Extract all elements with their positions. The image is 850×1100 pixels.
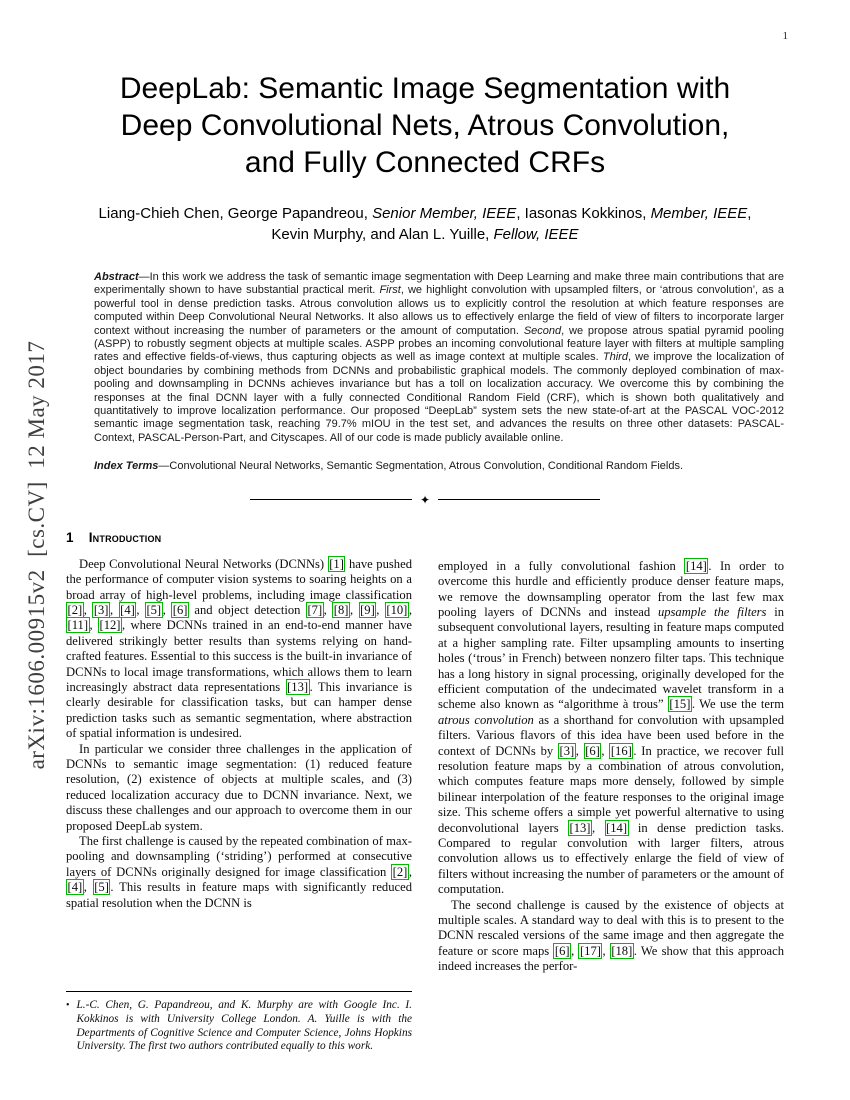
author-line: Kevin Murphy, and Alan L. Yuille, Fellow, IEEE	[271, 226, 579, 243]
section-divider	[250, 494, 600, 506]
left-column	[66, 530, 412, 1054]
citation-link[interactable]: [16]	[610, 743, 632, 758]
two-column-body	[66, 530, 784, 1054]
citation-link[interactable]: [15]	[669, 697, 691, 712]
arxiv-watermark: arXiv:1606.00915v2 [cs.CV] 12 May 2017	[24, 340, 49, 770]
section-number: 1	[66, 529, 74, 545]
section-title: Introduction	[88, 529, 162, 545]
citation-link[interactable]: [13]	[569, 820, 591, 835]
footnote-bullet: •	[66, 1000, 70, 1012]
page-number: 1	[782, 30, 788, 42]
index-terms-label: Index Terms	[94, 460, 159, 473]
diamond-icon: ✦	[419, 492, 431, 507]
right-column	[438, 530, 784, 1054]
footnote-body	[66, 999, 412, 1053]
author-list	[66, 203, 784, 245]
abstract-text: —In this work we address the task of semantic image segmentation with Deep Learning and make three main contributions that are experimentally shown to have substantial practical merit. First, we highlight convolution with upsampled filters, or ‘atrous convolution’, as a powerful tool in dense prediction tasks. Atrous convolution allows us to explicitly control the resolution at which feature responses are computed within Deep Convolutional Neural Networks. It also allows us to effectively enlarge the field of view of filters to incorporate larger context without increasing the number of parameters or the amount of computation. Second, we propose atrous spatial pyramid pooling (ASPP) to robustly segment objects at multiple scales. ASPP probes an incoming convolutional feature layer with filters at multiple sampling rates and effective fields-of-views, thus capturing objects as well as image context at multiple scales. Third, we improve the localization of object boundaries by combining methods from DCNNs and probabilistic graphical models. The commonly deployed combination of max-pooling and downsampling in DCNNs achieves invariance but has a toll on localization accuracy. We overcome this by combining the responses at the final DCNN layer with a fully connected Conditional Random Field (CRF), which is shown both qualitatively and quantitatively to improve localization performance. Our proposed “DeepLab” system sets the new state-of-art at the PASCAL VOC-2012 semantic image segmentation task, reaching 79.7% mIOU in the test set, and advances the results on three other datasets: PASCAL-Context, PASCAL-Person-Part, and Cityscapes. All of our code is made publicly available online.	[94, 271, 784, 444]
citation-link[interactable]: [3]	[93, 602, 109, 617]
citation-link[interactable]: [6]	[585, 743, 600, 758]
paper-title-line: and Fully Connected CRFs	[244, 146, 606, 179]
author-line: Liang-Chieh Chen, George Papandreou, Senior Member, IEEE, Iasonas Kokkinos, Member, IEEE,	[98, 205, 752, 222]
citation-link[interactable]: [4]	[67, 880, 83, 895]
citation-link[interactable]: [10]	[386, 602, 408, 617]
index-terms	[94, 460, 784, 473]
citation-link[interactable]: [5]	[146, 602, 162, 617]
citation-link[interactable]: [6]	[172, 602, 188, 617]
citation-link[interactable]: [14]	[685, 558, 707, 573]
citation-link[interactable]: [13]	[287, 679, 309, 694]
citation-link[interactable]: [3]	[559, 743, 575, 758]
citation-link[interactable]: [14]	[606, 820, 628, 835]
citation-link[interactable]: [4]	[120, 602, 135, 617]
citation-link[interactable]: [1]	[329, 556, 344, 571]
citation-link[interactable]: [9]	[360, 602, 375, 617]
footnote-text: L.-C. Chen, G. Papandreou, and K. Murphy are with Google Inc. I. Kokkinos is with University College London. A. Yuille is with the Departments of Cognitive Science and Computer Science, Johns Hopkins University. The first two authors contributed equally to this work.	[76, 999, 412, 1053]
citation-link[interactable]: [11]	[67, 618, 89, 633]
citation-link[interactable]: [8]	[333, 602, 349, 617]
author-footnote	[66, 991, 412, 1053]
citation-link[interactable]: [2]	[67, 602, 83, 617]
citation-link[interactable]: [5]	[94, 880, 109, 895]
citation-link[interactable]: [6]	[554, 943, 570, 958]
citation-link[interactable]: [7]	[307, 602, 323, 617]
citation-link[interactable]: [17]	[579, 943, 601, 958]
paper-title	[66, 70, 784, 181]
footnote-rule	[66, 991, 412, 992]
abstract	[94, 271, 784, 445]
body-paragraph: In particular we consider three challenges in the application of DCNNs to semantic image segmentation: (1) reduced feature resolution, (2) existence of objects at multiple scales, and (3) reduced localization accuracy due to DCNN invariance. Next, we discuss these challenges and our approach to overcome them in our proposed DeepLab system.	[66, 741, 412, 833]
section-heading-introduction	[66, 530, 412, 545]
index-terms-text: —Convolutional Neural Networks, Semantic Segmentation, Atrous Convolution, Conditional Random Fields.	[158, 460, 684, 473]
body-paragraph: The second challenge is caused by the existence of objects at multiple scales. A standard way to deal with this is to present to the DCNN rescaled versions of the same image and then aggregate the feature or score maps [6] , [17] , [18] . We show that this approach indeed increases the perfor-	[438, 897, 785, 974]
body-paragraph: employed in a fully convolutional fashion [14] . In order to overcome this hurdle and efficiently produce denser feature maps, we remove the downsampling operator from the last few max pooling layers of DCNNs and instead upsample the filters in subsequent convolutional layers, resulting in feature maps computed at a higher sampling rate. Filter upsampling amounts to inserting holes (‘trous’ in French) between nonzero filter taps. This technique has a long history in signal processing, originally developed for the efficient computation of the undecimated wavelet transform in a scheme also known as “algorithme à trous” [15] . We use the term atrous convolution as a shorthand for convolution with upsampled filters. Various flavors of this idea have been used before in the context of DCNNs by [3] , [6] , [16] . In practice, we recover full resolution feature maps by a combination of atrous convolution, which computes feature maps more densely, followed by simple bilinear interpolation of the feature responses to the original image size. This scheme offers a simple yet powerful alternative to using deconvolutional layers [13] , [14] in dense prediction tasks. Compared to regular convolution with larger filters, atrous convolution allows us to effectively enlarge the field of view of filters without increasing the number of parameters or the amount of computation.	[438, 558, 785, 897]
body-paragraph: Deep Convolutional Neural Networks (DCNNs) [1] have pushed the performance of computer vision systems to soaring heights on a broad array of high-level problems, including image classification [2] , [3] , [4] , [5] , [6] and object detection [7] , [8] , [9] , [10] , [11] , [12] , where DCNNs trained in an end-to-end manner have delivered strikingly better results than systems relying on hand-crafted features. Essential to this success is the built-in invariance of DCNNs to local image transformations, which allows them to learn increasingly abstract data representations [13] . This invariance is clearly desirable for classification tasks, but can hamper dense prediction tasks such as semantic segmentation, where abstraction of spatial information is undesired.	[66, 556, 413, 741]
abstract-label: Abstract	[94, 271, 139, 283]
citation-link[interactable]: [18]	[611, 943, 633, 958]
paper-title-line: Deep Convolutional Nets, Atrous Convolution,	[120, 109, 730, 142]
paper-title-line: DeepLab: Semantic Image Segmentation with	[119, 72, 731, 105]
page-content	[66, 0, 784, 1054]
divider-rule	[250, 499, 412, 500]
citation-link[interactable]: [2]	[392, 864, 408, 879]
body-paragraph: The first challenge is caused by the repeated combination of max-pooling and downsampling (‘striding’) performed at consecutive layers of DCNNs originally designed for image classification [2] , [4] , [5] . This results in feature maps with significantly reduced spatial resolution when the DCNN is	[66, 834, 412, 910]
divider-rule	[438, 499, 600, 500]
citation-link[interactable]: [12]	[99, 618, 121, 633]
